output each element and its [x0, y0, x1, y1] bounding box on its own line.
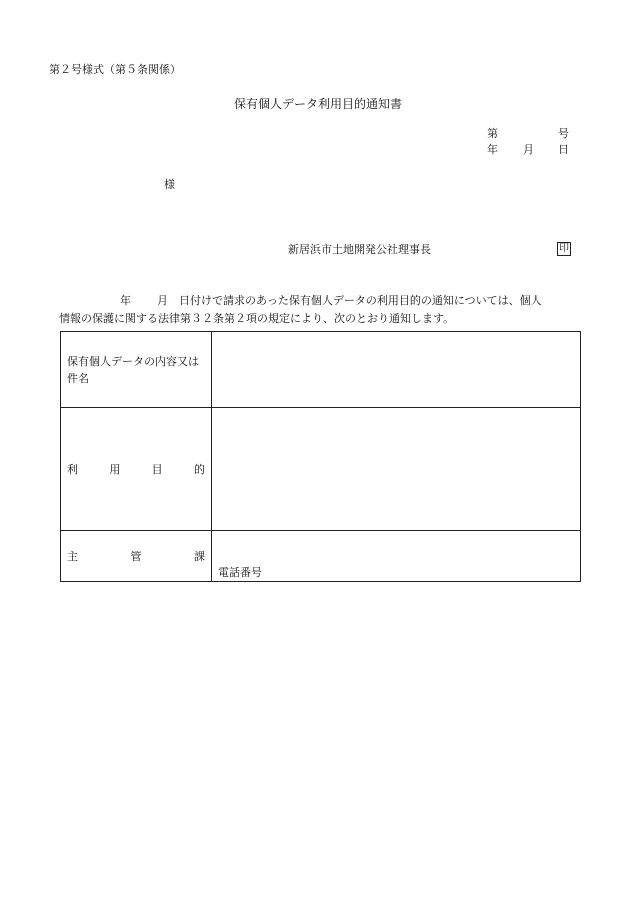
- table-row-purpose: [61, 408, 581, 531]
- notice-table: [60, 331, 581, 582]
- body-text-line1: 日付けで請求のあった保有個人データの利用目的の通知については、個人: [179, 294, 542, 307]
- doc-number-prefix: 第: [487, 127, 498, 140]
- purpose-label-char: 用: [109, 462, 121, 476]
- body-text-line2: 情報の保護に関する法律第３２条第２項の規定により、次のとおり通知します。: [59, 312, 455, 325]
- body-date-year: 年: [120, 294, 131, 307]
- form-number-label: 第２号様式（第５条関係）: [49, 63, 181, 76]
- purpose-label-char: 的: [193, 462, 205, 476]
- table-row-content: [61, 332, 581, 408]
- purpose-label-cell: [61, 408, 212, 531]
- date-day-label: 日: [558, 143, 569, 156]
- content-label-cell: [61, 332, 212, 408]
- department-label: [61, 548, 211, 565]
- department-value-cell[interactable]: [212, 531, 581, 582]
- phone-number-label: 電話番号: [218, 566, 262, 579]
- department-label-char: 主: [67, 549, 78, 563]
- issuer-name: 新居浜市土地開発公社理事長: [288, 243, 431, 256]
- date-year-label: 年: [487, 143, 498, 156]
- department-label-cell: [61, 531, 212, 582]
- addressee-honorific: 様: [164, 178, 175, 191]
- doc-number-suffix: 号: [558, 127, 569, 140]
- seal-mark: 印: [559, 243, 569, 254]
- body-date-month: 月: [157, 294, 168, 307]
- purpose-label-char: 目: [151, 462, 163, 476]
- purpose-value-cell[interactable]: [212, 408, 581, 531]
- purpose-label: [61, 461, 211, 478]
- document-title: 保有個人データ利用目的通知書: [234, 97, 403, 111]
- date-month-label: 月: [523, 143, 534, 156]
- purpose-label-char: 利: [67, 462, 78, 476]
- department-label-char: 管: [130, 549, 142, 563]
- content-value-cell[interactable]: [212, 332, 581, 408]
- department-label-char: 課: [194, 549, 205, 563]
- table-row-department: [61, 531, 581, 582]
- content-label: 保有個人データの内容又は件名: [67, 354, 199, 385]
